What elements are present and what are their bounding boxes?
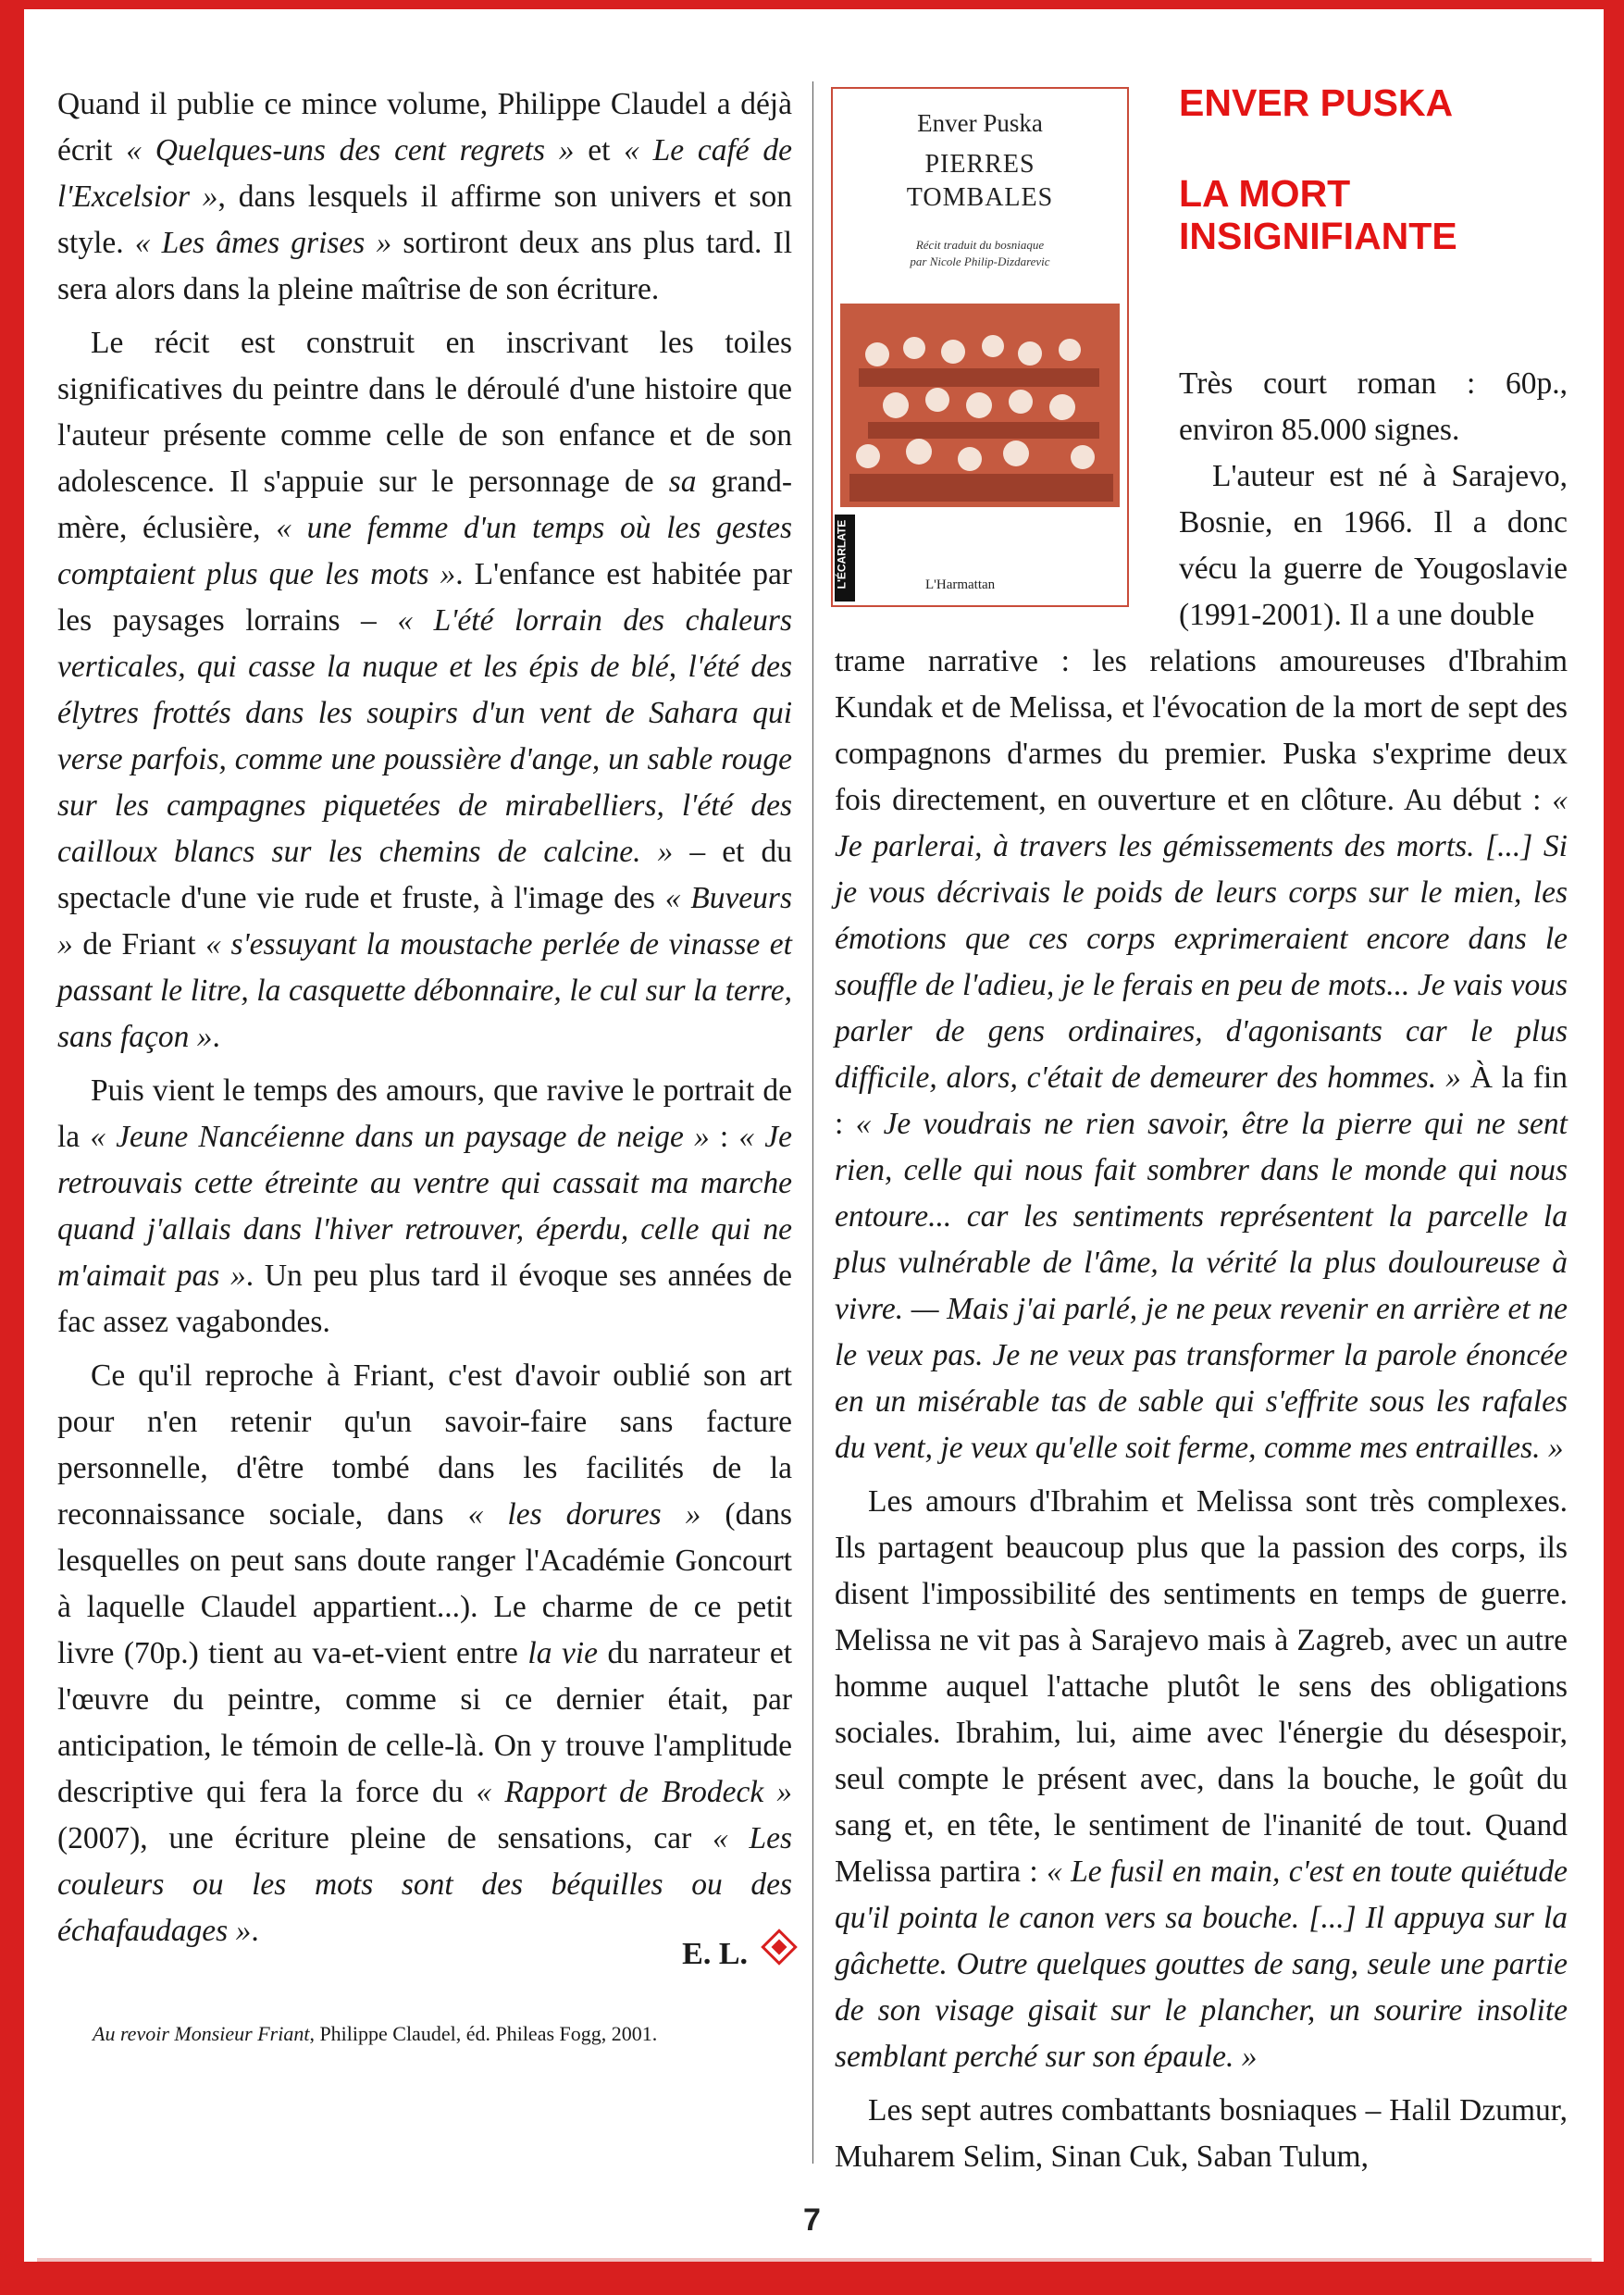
page-border-left	[0, 0, 24, 2295]
quotation: « Buveurs »	[57, 881, 792, 961]
quotation: « Les couleurs ou les mots sont des béquilles ou des échafaudages »	[57, 1821, 792, 1948]
book-cover-image	[831, 87, 1129, 607]
quotation: « Rapport de Brodeck »	[476, 1775, 792, 1809]
article-headline	[1179, 81, 1586, 257]
group-photo-graphic	[840, 304, 1120, 507]
quotation: « Jeune Nancéienne dans un paysage de neige »	[90, 1120, 710, 1154]
cover-title-line2: TOMBALES	[906, 183, 1054, 212]
cover-subtitle	[833, 237, 1127, 270]
book-reference	[93, 2020, 796, 2048]
page-border-bottom	[0, 2262, 1624, 2295]
cover-title	[833, 148, 1127, 215]
quotation: sa	[668, 465, 697, 499]
cover-subtitle-line2: par Nicole Philip-Dizdarevic	[910, 254, 1050, 268]
cover-title-line1: PIERRES	[924, 150, 1035, 179]
page-border-right	[1604, 0, 1624, 2295]
page-number: 7	[803, 2202, 821, 2238]
left-column-text	[57, 81, 792, 1954]
paragraph: Très court roman : 60p., environ 85.000 signes.	[1179, 366, 1568, 447]
quotation: « L'été lorrain des chaleurs verticales, qui casse la nuque et les épis de blé, l'été des élytres frottés dans les soupirs d'un vent de Sahara qui verse parfois, comme une poussière d'ange, un sable rouge sur les campagnes piquetées de mirabelliers, l'été des cailloux blancs sur les chemins de calcine. »	[57, 603, 792, 869]
cover-author: Enver Puska	[917, 109, 1043, 137]
paragraph: trame narrative : les relations amoureuses d'Ibrahim Kundak et de Melissa, et l'évocation de la mort de sept des compagnons d'armes du premier. Puska s'exprime deux fois directement, en ouverture et en clôture. Au début : « Je parlerai, à travers les gémissements des morts. [...] Si je vous décrivais le poids de leurs corps sur le mien, les émotions que ces corps exprimeraient encore dans le souffle de l'adieu, je le ferais en peu de mots... Je vais vous parler de gens ordinaires, d'agonisants car le plus difficile, alors, c'était de demeurer des hommes. » À la fin : « Je voudrais ne rien savoir, être la pierre qui ne sent rien, celle qui nous fait sombrer dans le monde qui nous entoure... car les sentiments représentent la parcelle la plus vulnérable de l'âme, la vérité la plus douloureuse à vivre. — Mais j'ai parlé, je ne peux revenir en arrière et ne le veux pas. Je ne veux pas transformer la parole énoncée en un misérable tas de sable qui s'effrite sous les rafales du vent, je veux qu'elle soit ferme, comme mes entrailles. »	[835, 644, 1568, 1465]
right-column-text	[835, 639, 1568, 2180]
paragraph: Le récit est construit en inscrivant les toiles significatives du peintre dans le déroulé d'une histoire que l'auteur présente comme celle de son enfance et de son adolescence. Il s'appuie sur le personnage de sa grand-mère, éclusière, « une femme d'un temps où les gestes comptaient plus que les mots ». L'enfance est habitée par les paysages lorrains – « L'été lorrain des chaleurs verticales, qui casse la nuque et les épis de blé, l'été des élytres frottés dans les soupirs d'un vent de Sahara qui verse parfois, comme une poussière d'ange, un sable rouge sur les campagnes piquetées de mirabelliers, l'été des cailloux blancs sur les chemins de calcine. » – et du spectacle d'une vie rude et fruste, à l'image des « Buveurs » de Friant « s'essuyant la moustache perlée de vinasse et passant le litre, la casquette débonnaire, le cul sur la terre, sans façon ».	[57, 326, 793, 1054]
headline-title: LA MORT INSIGNIFIANTE	[1179, 172, 1457, 257]
cover-subtitle-line1: Récit traduit du bosniaque	[915, 238, 1045, 252]
paragraph: Les sept autres combattants bosniaques – Halil Dzumur, Muharem Selim, Sinan Cuk, Saban Tulum,	[835, 2093, 1568, 2174]
signature-initials: E. L.	[682, 1937, 748, 1971]
paragraph: Les amours d'Ibrahim et Melissa sont très complexes. Ils partagent beaucoup plus que la passion des corps, ils disent l'impossibilité des sentiments en temps de guerre. Melissa ne vit pas à Sarajevo mais à Zagreb, avec un autre homme auquel l'attache plutôt le sens des obligations sociales. Ibrahim, lui, aime avec l'énergie du désespoir, seul compte le présent avec, dans la bouche, le goût du sang et, en tête, le sentiment de l'inanité de tout. Quand Melissa partira : « Le fusil en main, c'est en toute quiétude qu'il pointa le canon vers sa bouche. [...] Il appuya sur la gâchette. Outre quelques gouttes de sang, seule une partie de son visage gisait sur le plancher, un sourire insolite semblant perché sur son épaule. »	[835, 1484, 1568, 2074]
paragraph: L'auteur est né à Sarajevo, Bosnie, en 1966. Il a donc vécu la guerre de Yougoslavie (1991-2001). Il a une double	[1179, 459, 1568, 632]
quotation: « Je voudrais ne rien savoir, être la pierre qui ne sent rien, celle qui nous fait sombrer dans le monde qui nous entoure... car les sentiments représentent la parcelle la plus vulnérable de l'âme, la vérité la plus douloureuse à vivre. — Mais j'ai parlé, je ne peux revenir en arrière et ne le veux pas. Je ne veux pas transformer la parole énoncée en un misérable tas de sable qui s'effrite sous les rafales du vent, je veux qu'elle soit ferme, comme mes entrailles. »	[835, 1107, 1568, 1465]
reference-details: , Philippe Claudel, éd. Phileas Fogg, 2001.	[309, 2022, 658, 2045]
quotation: « Les âmes grises »	[134, 226, 392, 260]
paragraph: Ce qu'il reproche à Friant, c'est d'avoir oublié son art pour n'en retenir qu'un savoir-faire sans facture personnelle, d'être tombé dans les facilités de la reconnaissance sociale, dans « les dorures » (dans lesquelles on peut sans doute ranger l'Académie Goncourt à laquelle Claudel appartient...). Le charme de ce petit livre (70p.) tient au va-et-vient entre la vie du narrateur et l'œuvre du peintre, comme si ce dernier était, par anticipation, le témoin de celle-là. On y trouve l'amplitude descriptive qui fera la force du « Rapport de Brodeck » (2007), une écriture pleine de sensations, car « Les couleurs ou les mots sont des béquilles ou des échafaudages ».	[57, 1358, 792, 1948]
cover-publisher: L'Harmattan	[925, 577, 996, 592]
quotation: « Le café de l'Excelsior »	[57, 133, 792, 214]
reference-title: Au revoir Monsieur Friant	[93, 2022, 310, 2045]
paragraph: Quand il publie ce mince volume, Philippe Claudel a déjà écrit « Quelques-uns des cent regrets » et « Le café de l'Excelsior », dans lesquels il affirme son univers et son style. « Les âmes grises » sortiront deux ans plus tard. Il sera alors dans la pleine maîtrise de son écriture.	[57, 87, 793, 306]
cover-collection-text: L'ÉCARLATE	[835, 519, 849, 589]
headline-author: ENVER PUSKA	[1179, 81, 1454, 124]
page-border-top	[0, 0, 1624, 9]
quotation: « les dorures »	[467, 1497, 701, 1532]
quotation: la vie	[527, 1636, 598, 1670]
cover-collection-label	[835, 515, 855, 602]
quotation: « une femme d'un temps où les gestes comptaient plus que les mots »	[57, 511, 793, 591]
quotation: « s'essuyant la moustache perlée de vinasse et passant le litre, la casquette débonnaire, le cul sur la terre, sans façon »	[57, 927, 792, 1054]
quotation: « Je retrouvais cette étreinte au ventre qui cassait ma marche quand j'allais dans l'hiver retrouver, éperdu, celle qui ne m'aimait pas »	[57, 1120, 792, 1293]
quotation: « Quelques-uns des cent regrets »	[126, 133, 575, 167]
column-divider	[812, 81, 813, 2164]
quotation: « Le fusil en main, c'est en toute quiétude qu'il pointa le canon vers sa bouche. [...] Il appuya sur la gâchette. Outre quelques gouttes de sang, seule une partie de son visage gisait sur le plancher, un sourire insolite semblant perché sur son épaule. »	[835, 1855, 1568, 2074]
cover-group-photo	[840, 304, 1120, 507]
quotation: « Je parlerai, à travers les gémissements des morts. [...] Si je vous décrivais le poids de leurs corps sur le mien, les émotions que ces corps exprimeraient encore dans le souffle de l'adieu, je le ferais en peu de mots... Je vais vous parler de gens ordinaires, d'agonisants car le plus difficile, alors, c'était de demeurer des hommes. »	[835, 783, 1568, 1095]
signature	[57, 1937, 792, 1972]
right-column-intro	[1179, 361, 1568, 639]
paragraph: Puis vient le temps des amours, que ravive le portrait de la « Jeune Nancéienne dans un paysage de neige » : « Je retrouvais cette étreinte au ventre qui cassait ma marche quand j'allais dans l'hiver retrouver, éperdu, celle qui ne m'aimait pas ». Un peu plus tard il évoque ses années de fac assez vagabondes.	[57, 1073, 793, 1339]
